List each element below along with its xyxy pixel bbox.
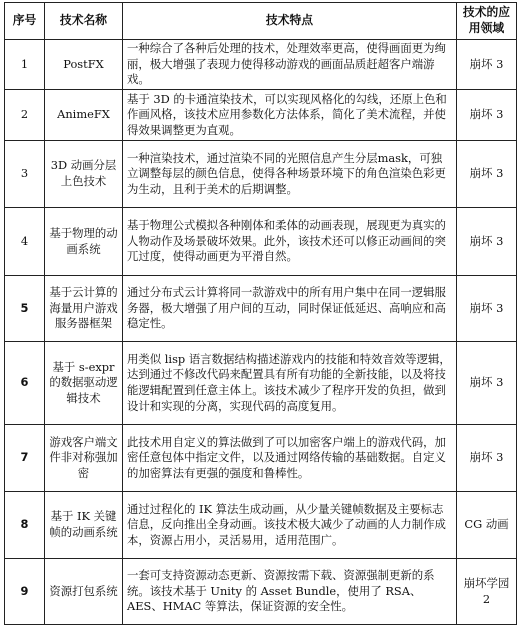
table-row — [5, 276, 517, 342]
tech-name: 基于 s-expr 的数据驱动逻辑技术 — [45, 342, 123, 425]
header-features: 技术特点 — [123, 3, 457, 40]
tech-name: AnimeFX — [45, 90, 123, 141]
table-row — [5, 90, 517, 141]
header-field: 技术的应用领域 — [457, 3, 517, 40]
header-index: 序号 — [5, 3, 45, 40]
application-field: 崩坏 3 — [457, 425, 517, 492]
row-index: 5 — [5, 276, 45, 342]
table-row — [5, 208, 517, 276]
header-name: 技术名称 — [45, 3, 123, 40]
table-row — [5, 559, 517, 625]
application-field: 崩坏 3 — [457, 342, 517, 425]
application-field: 崩坏学园 2 — [457, 559, 517, 625]
tech-description: 一套可支持资源动态更新、资源按需下载、资源强制更新的系统。该技术基于 Unity 的 Asset Bundle，使用了 RSA、AES、HMAC 等算法，保证资源的安全性。 — [123, 559, 457, 625]
row-index: 6 — [5, 342, 45, 425]
tech-name: 3D 动画分层上色技术 — [45, 141, 123, 208]
tech-description: 此技术用自定义的算法做到了可以加密客户端上的游戏代码，加密任意包体中指定文件，以及通过网络传输的基础数据。自定义的加密算法有更强的强度和鲁棒性。 — [123, 425, 457, 492]
row-index: 4 — [5, 208, 45, 276]
row-index: 9 — [5, 559, 45, 625]
row-index: 8 — [5, 492, 45, 559]
tech-description: 基于物理公式模拟各种刚体和柔体的动画表现，展现更为真实的人物动作及场景破坏效果。此外，该技术还可以修正动画间的突兀过度，使得动画更为平滑自然。 — [123, 208, 457, 276]
application-field: 崩坏 3 — [457, 141, 517, 208]
table-row — [5, 342, 517, 425]
tech-description: 一种渲染技术，通过渲染不同的光照信息产生分层mask，可独立调整每层的颜色信息，使得各种场景环境下的角色渲染色彩更为生动，且利于美术的后期调整。 — [123, 141, 457, 208]
table-row — [5, 425, 517, 492]
application-field: CG 动画 — [457, 492, 517, 559]
application-field: 崩坏 3 — [457, 276, 517, 342]
tech-description: 基于 3D 的卡通渲染技术，可以实现风格化的勾线，还原上色和作画风格，该技术应用参数化方法体系，简化了美术流程，并使得效果调整更为直观。 — [123, 90, 457, 141]
tech-description: 通过分布式云计算将同一款游戏中的所有用户集中在同一逻辑服务器，极大增强了用户间的互动，同时保证低延迟、高响应和高稳定性。 — [123, 276, 457, 342]
row-index: 3 — [5, 141, 45, 208]
table-row — [5, 141, 517, 208]
tech-name: 游戏客户端文件非对称强加密 — [45, 425, 123, 492]
table-header-row — [5, 3, 517, 40]
tech-name: 基于物理的动画系统 — [45, 208, 123, 276]
table-row — [5, 492, 517, 559]
table-row — [5, 40, 517, 90]
application-field: 崩坏 3 — [457, 208, 517, 276]
tech-name: 基于 IK 关键帧的动画系统 — [45, 492, 123, 559]
application-field: 崩坏 3 — [457, 90, 517, 141]
row-index: 1 — [5, 40, 45, 90]
tech-description: 用类似 lisp 语言数据结构描述游戏内的技能和特效音效等逻辑，达到通过不修改代码来配置具有所有功能的全新技能，以及将技能逻辑配置到任意主体上。该技术减少了程序开发的负担，做到设计和实现的分离，实现代码的高度复用。 — [123, 342, 457, 425]
technology-table — [4, 2, 517, 625]
row-index: 2 — [5, 90, 45, 141]
tech-description: 通过过程化的 IK 算法生成动画，从少量关键帧数据及主要标志信息，反向推出全身动画。该技术极大减少了动画的人力制作成本，资源占用小，灵活易用，适用范围广。 — [123, 492, 457, 559]
tech-description: 一种综合了各种后处理的技术，处理效率更高，使得画面更为绚丽，极大增强了表现力使得移动游戏的画面品质赶超客户端游戏。 — [123, 40, 457, 90]
tech-name: 资源打包系统 — [45, 559, 123, 625]
application-field: 崩坏 3 — [457, 40, 517, 90]
tech-name: 基于云计算的海量用户游戏服务器框架 — [45, 276, 123, 342]
tech-name: PostFX — [45, 40, 123, 90]
row-index: 7 — [5, 425, 45, 492]
